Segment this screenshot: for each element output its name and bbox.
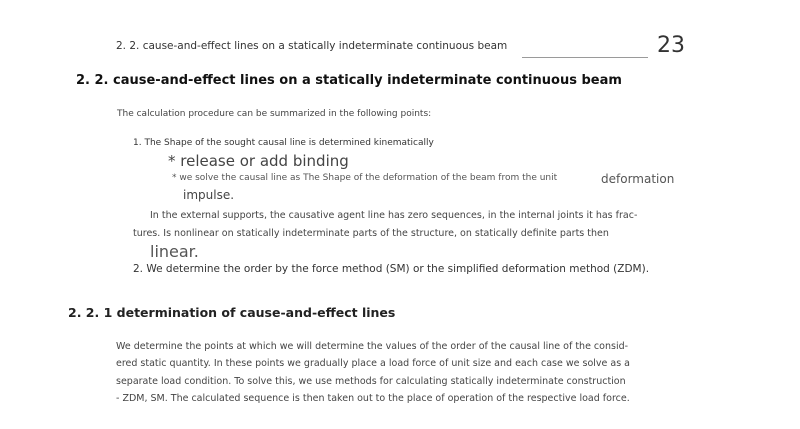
intro-text: The calculation procedure can be summarized in the following points: (117, 109, 432, 119)
paragraph-line: separate load condition. To solve this, we use methods for calculating statically indeterminate construction (116, 376, 626, 387)
header-rule (522, 57, 648, 58)
paragraph-line: ered static quantity. In these points we gradually place a load force of unit size and each case we solve as a (116, 358, 631, 369)
list-item-2: 2. We determine the order by the force method (SM) or the simplified deformation method (ZDM). (133, 263, 650, 275)
unit-deformation-note: * we solve the causal line as The Shape of the deformation of the beam from the unit (172, 173, 558, 183)
release-note: * release or add binding (168, 152, 349, 170)
paragraph-line: - ZDM, SM. The calculated sequence is then taken out to the place of operation of the respective load force. (116, 393, 630, 404)
impulse-word: impulse. (183, 188, 235, 202)
external-supports-line-2: tures. Is nonlinear on statically indeterminate parts of the structure, on statically definite parts then (133, 228, 609, 239)
paragraph-line: We determine the points at which we will determine the values of the order of the causal line of the consid- (116, 341, 629, 352)
running-header: 2. 2. cause-and-effect lines on a statically indeterminate continuous beam (116, 40, 508, 52)
section-title: 2. 2. cause-and-effect lines on a statically indeterminate continuous beam (76, 73, 622, 88)
linear-word: linear. (150, 242, 199, 261)
page-number: 23 (657, 33, 685, 58)
list-item-1: 1. The Shape of the sought causal line is determined kinematically (133, 138, 434, 148)
external-supports-line-1: In the external supports, the causative agent line has zero sequences, in the internal joints it has frac- (150, 210, 638, 221)
deformation-word: deformation (601, 172, 675, 186)
subsection-title: 2. 2. 1 determination of cause-and-effect lines (68, 305, 396, 320)
